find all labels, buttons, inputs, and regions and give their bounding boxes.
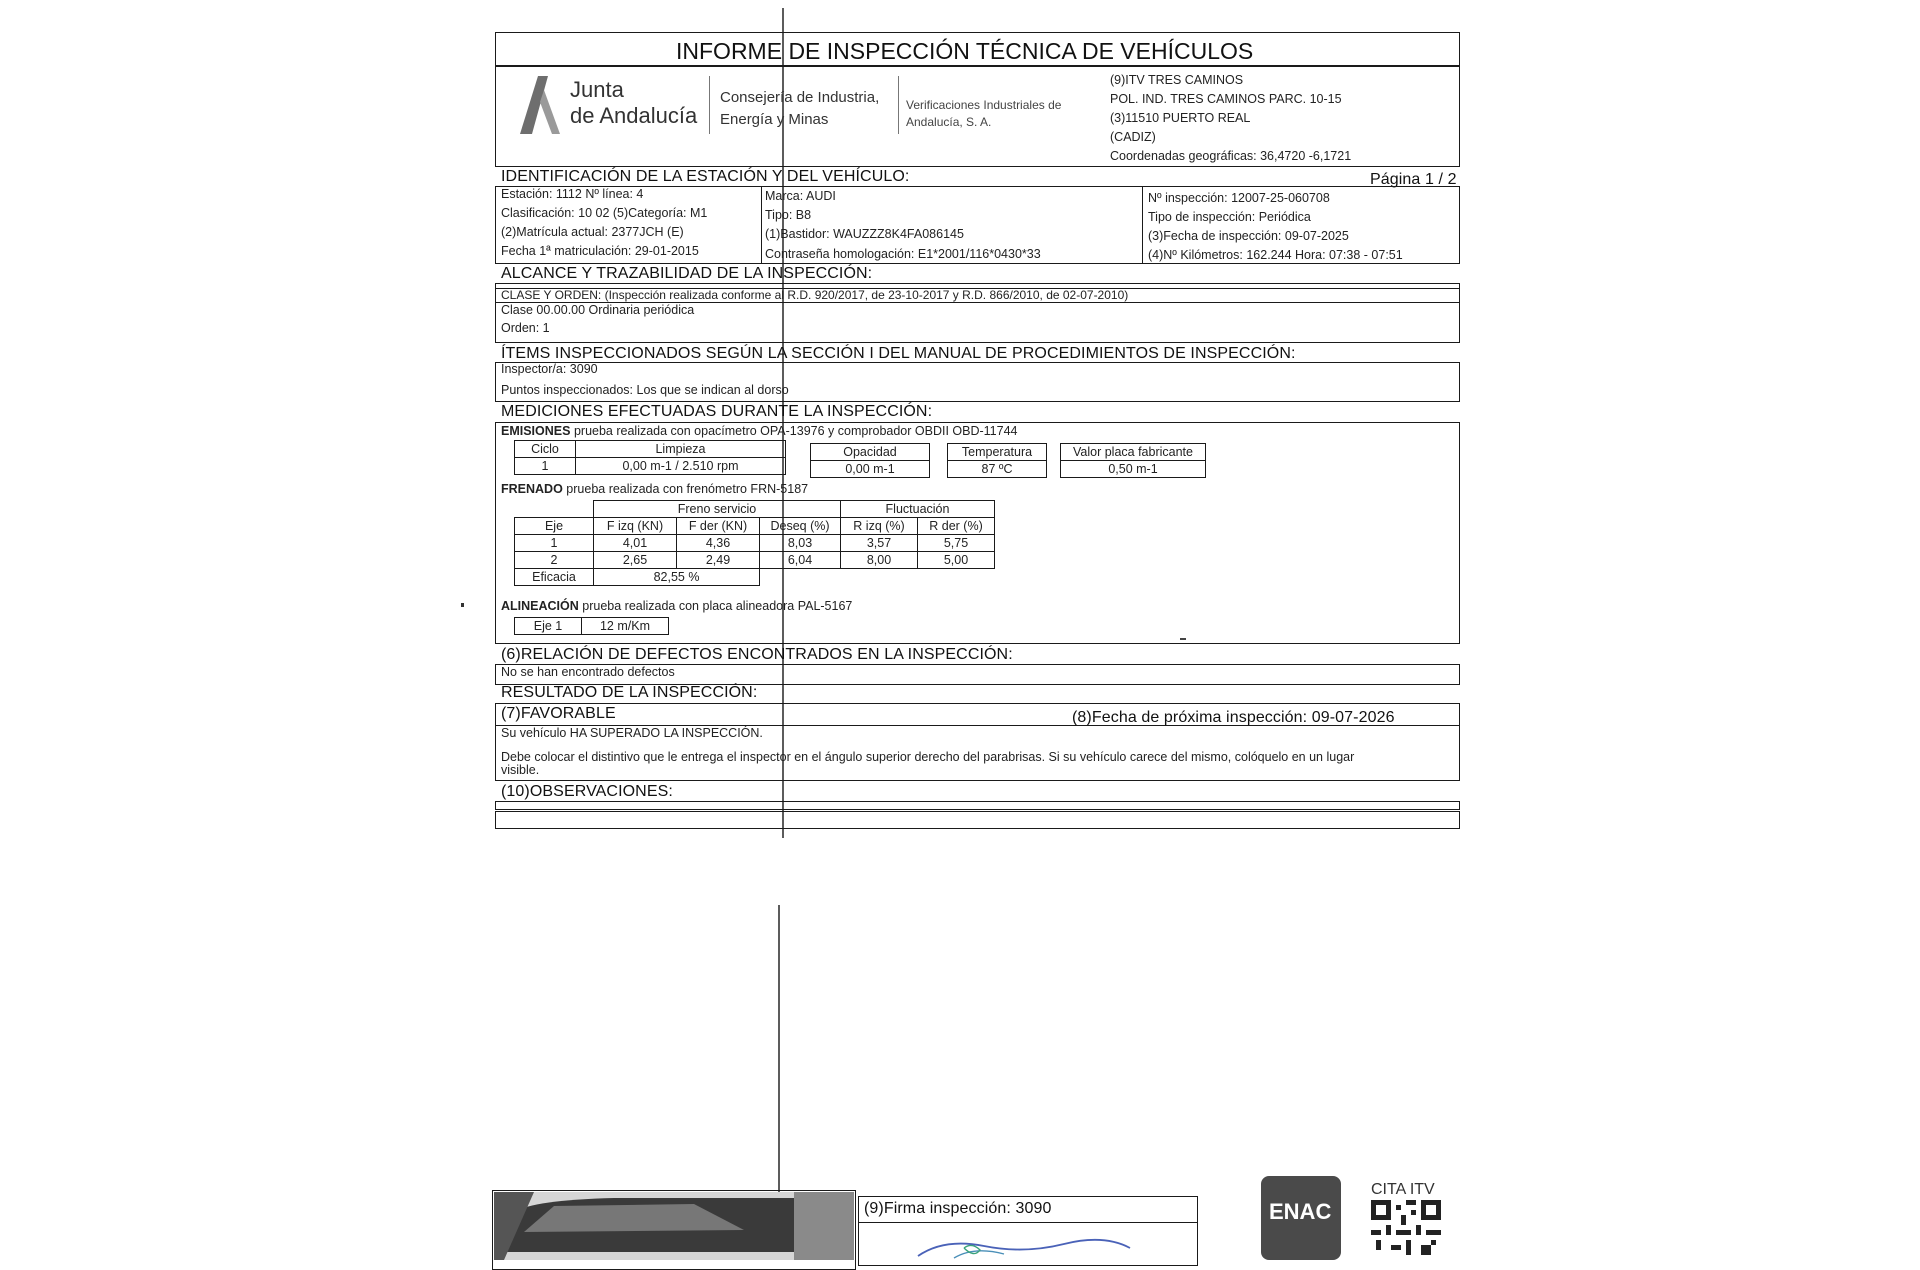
cita-itv-label: CITA ITV bbox=[1371, 1181, 1435, 1198]
emisiones-temperatura-table bbox=[947, 443, 1047, 478]
alineacion-line bbox=[501, 599, 852, 614]
freno-h-eje: Eje bbox=[515, 518, 594, 535]
station-line-1: (9)ITV TRES CAMINOS bbox=[1110, 73, 1244, 87]
items-heading: ÍTEMS INSPECCIONADOS SEGÚN LA SECCIÓN I DEL MANUAL DE PROCEDIMIENTOS DE INSPECCIÓN: bbox=[501, 345, 1296, 362]
junta-andalucia-logo bbox=[514, 72, 564, 136]
fold-line-bottom bbox=[778, 905, 780, 1235]
observaciones-box-bottom bbox=[495, 811, 1460, 829]
ident-col1-line2: Clasificación: 10 02 (5)Categoría: M1 bbox=[501, 206, 708, 220]
station-line-3: (3)11510 PUERTO REAL bbox=[1110, 111, 1251, 125]
items-inspector: Inspector/a: 3090 bbox=[501, 362, 598, 376]
resultado-favorable: (7)FAVORABLE bbox=[501, 705, 616, 722]
freno-eje-2: 2 bbox=[515, 552, 594, 569]
alcance-heading: ALCANCE Y TRAZABILIDAD DE LA INSPECCIÓN: bbox=[501, 265, 873, 282]
emis-h-valor: Valor placa fabricante bbox=[1061, 444, 1206, 461]
consejeria-line2: Energía y Minas bbox=[720, 111, 829, 128]
freno-fizq-1: 4,01 bbox=[594, 535, 677, 552]
alineacion-table bbox=[514, 617, 669, 635]
emisiones-valor-table bbox=[1060, 443, 1206, 478]
station-line-2: POL. IND. TRES CAMINOS PARC. 10-15 bbox=[1110, 92, 1342, 106]
emisiones-line bbox=[501, 424, 1017, 439]
stray-mark bbox=[461, 603, 464, 607]
freno-h-rizq: R izq (%) bbox=[841, 518, 918, 535]
emis-h-opacidad: Opacidad bbox=[811, 444, 930, 461]
mediciones-heading: MEDICIONES EFECTUADAS DURANTE LA INSPECCIÓN: bbox=[501, 403, 933, 420]
frenado-line bbox=[501, 482, 808, 497]
freno-fder-1: 4,36 bbox=[677, 535, 760, 552]
alcance-clase: Clase 00.00.00 Ordinaria periódica bbox=[501, 303, 695, 317]
ident-col3-line1: Nº inspección: 12007-25-060708 bbox=[1148, 191, 1330, 205]
ident-col3-line4: (4)Nº Kilómetros: 162.244 Hora: 07:38 - 07:51 bbox=[1148, 248, 1403, 262]
ident-col2-line3: (1)Bastidor: WAUZZZ8K4FA086145 bbox=[765, 227, 964, 241]
table-row bbox=[515, 552, 995, 569]
firma-divider bbox=[858, 1222, 1198, 1223]
logo-separator-2 bbox=[898, 76, 899, 134]
resultado-line3: visible. bbox=[501, 763, 540, 777]
vehicle-photo bbox=[494, 1192, 854, 1260]
page-number: Página 1 / 2 bbox=[1370, 171, 1457, 188]
signature-icon bbox=[914, 1236, 1134, 1262]
freno-h-fder: F der (KN) bbox=[677, 518, 760, 535]
alineacion-text: prueba realizada con placa alineadora PAL-5167 bbox=[582, 599, 853, 613]
enac-logo bbox=[1261, 1176, 1341, 1260]
freno-rder-2: 5,00 bbox=[918, 552, 995, 569]
emis-ciclo-value: 1 bbox=[515, 458, 576, 475]
items-puntos: Puntos inspeccionados: Los que se indican al dorso bbox=[501, 383, 789, 397]
emis-temperatura-value: 87 ºC bbox=[948, 461, 1047, 478]
qr-code-icon bbox=[1371, 1200, 1441, 1260]
emis-h-ciclo: Ciclo bbox=[515, 441, 576, 458]
freno-h-fizq: F izq (KN) bbox=[594, 518, 677, 535]
resultado-proxima: (8)Fecha de próxima inspección: 09-07-2026 bbox=[1072, 709, 1395, 726]
ident-col1-line4: Fecha 1ª matriculación: 29-01-2015 bbox=[501, 244, 699, 258]
ident-heading: IDENTIFICACIÓN DE LA ESTACIÓN Y DEL VEHÍCULO: bbox=[501, 168, 910, 185]
alineacion-eje1-value: 12 m/Km bbox=[582, 618, 669, 635]
resultado-heading: RESULTADO DE LA INSPECCIÓN: bbox=[501, 684, 758, 701]
freno-eficacia-value: 82,55 % bbox=[594, 569, 760, 586]
ident-divider-1 bbox=[761, 186, 762, 264]
emis-h-limpieza: Limpieza bbox=[576, 441, 786, 458]
report-title: INFORME DE INSPECCIÓN TÉCNICA DE VEHÍCULOS bbox=[676, 38, 1254, 64]
freno-h-servicio: Freno servicio bbox=[594, 501, 841, 518]
freno-rder-1: 5,75 bbox=[918, 535, 995, 552]
signature-scribble bbox=[914, 1236, 1134, 1262]
logo-junta-line1: Junta bbox=[570, 77, 624, 102]
resultado-line1: Su vehículo HA SUPERADO LA INSPECCIÓN. bbox=[501, 726, 763, 740]
freno-fizq-2: 2,65 bbox=[594, 552, 677, 569]
emis-limpieza-value: 0,00 m-1 / 2.510 rpm bbox=[576, 458, 786, 475]
ident-col2-line2: Tipo: B8 bbox=[765, 208, 812, 222]
freno-table bbox=[514, 500, 995, 586]
observaciones-heading: (10)OBSERVACIONES: bbox=[501, 783, 673, 800]
logo-junta-line2: de Andalucía bbox=[570, 103, 698, 128]
logo-separator-1 bbox=[709, 76, 710, 134]
ident-col1-line1: Estación: 1112 Nº línea: 4 bbox=[501, 187, 644, 201]
freno-eje-1: 1 bbox=[515, 535, 594, 552]
emisiones-ciclo-table bbox=[514, 440, 786, 475]
ident-col2-line4: Contraseña homologación: E1*2001/116*0430*33 bbox=[765, 247, 1041, 261]
freno-h-fluctuacion: Fluctuación bbox=[841, 501, 995, 518]
alcance-clase-orden: CLASE Y ORDEN: (Inspección realizada conforme al R.D. 920/2017, de 23-10-2017 y R.D. 866/2010, de 02-07-2010) bbox=[501, 288, 1129, 302]
emis-valor-value: 0,50 m-1 bbox=[1061, 461, 1206, 478]
alineacion-eje1-label: Eje 1 bbox=[515, 618, 582, 635]
emis-opacidad-value: 0,00 m-1 bbox=[811, 461, 930, 478]
observaciones-box-top bbox=[495, 801, 1460, 810]
freno-h-rder: R der (%) bbox=[918, 518, 995, 535]
consejeria-line1: Consejería de Industria, bbox=[720, 89, 880, 106]
frenado-text: prueba realizada con frenómetro FRN-5187 bbox=[566, 482, 809, 496]
station-line-5: Coordenadas geográficas: 36,4720 -6,1721 bbox=[1110, 149, 1352, 163]
freno-h-deseq: Deseq (%) bbox=[760, 518, 841, 535]
freno-fder-2: 2,49 bbox=[677, 552, 760, 569]
emisiones-opacidad-table bbox=[810, 443, 930, 478]
car-photo-icon bbox=[494, 1192, 854, 1260]
stray-mark bbox=[1180, 638, 1186, 640]
qr-code bbox=[1371, 1200, 1441, 1260]
defectos-heading: (6)RELACIÓN DE DEFECTOS ENCONTRADOS EN LA INSPECCIÓN: bbox=[501, 646, 1013, 663]
firma-text: (9)Firma inspección: 3090 bbox=[864, 1200, 1052, 1217]
emis-h-temperatura: Temperatura bbox=[948, 444, 1047, 461]
emisiones-label: EMISIONES bbox=[501, 424, 571, 438]
ident-col2-line1: Marca: AUDI bbox=[765, 189, 836, 203]
station-line-4: (CADIZ) bbox=[1110, 130, 1156, 144]
ident-col3-line3: (3)Fecha de inspección: 09-07-2025 bbox=[1148, 229, 1349, 243]
frenado-label: FRENADO bbox=[501, 482, 563, 496]
alineacion-label: ALINEACIÓN bbox=[501, 599, 579, 613]
freno-deseq-1: 8,03 bbox=[760, 535, 841, 552]
verificaciones-line1: Verificaciones Industriales de bbox=[906, 98, 1062, 112]
table-row bbox=[515, 535, 995, 552]
andalucia-arch-icon bbox=[514, 72, 564, 136]
header-title-divider bbox=[495, 65, 1460, 67]
resultado-line2: Debe colocar el distintivo que le entrega el inspector en el ángulo superior derecho del parabrisas. Si su vehículo carece del mismo, colóquelo en un lugar bbox=[501, 750, 1355, 764]
freno-rizq-1: 3,57 bbox=[841, 535, 918, 552]
freno-rizq-2: 8,00 bbox=[841, 552, 918, 569]
freno-eficacia-label: Eficacia bbox=[515, 569, 594, 586]
defectos-text: No se han encontrado defectos bbox=[501, 665, 675, 679]
ident-col3-line2: Tipo de inspección: Periódica bbox=[1148, 210, 1311, 224]
verificaciones-line2: Andalucía, S. A. bbox=[906, 115, 992, 129]
alcance-orden: Orden: 1 bbox=[501, 321, 550, 335]
emisiones-text: prueba realizada con opacímetro OPA-13976 y comprobador OBDII OBD-11744 bbox=[573, 424, 1018, 438]
ident-divider-2 bbox=[1142, 186, 1143, 264]
freno-deseq-2: 6,04 bbox=[760, 552, 841, 569]
ident-col1-line3: (2)Matrícula actual: 2377JCH (E) bbox=[501, 225, 684, 239]
enac-text: ENAC bbox=[1269, 1199, 1332, 1224]
